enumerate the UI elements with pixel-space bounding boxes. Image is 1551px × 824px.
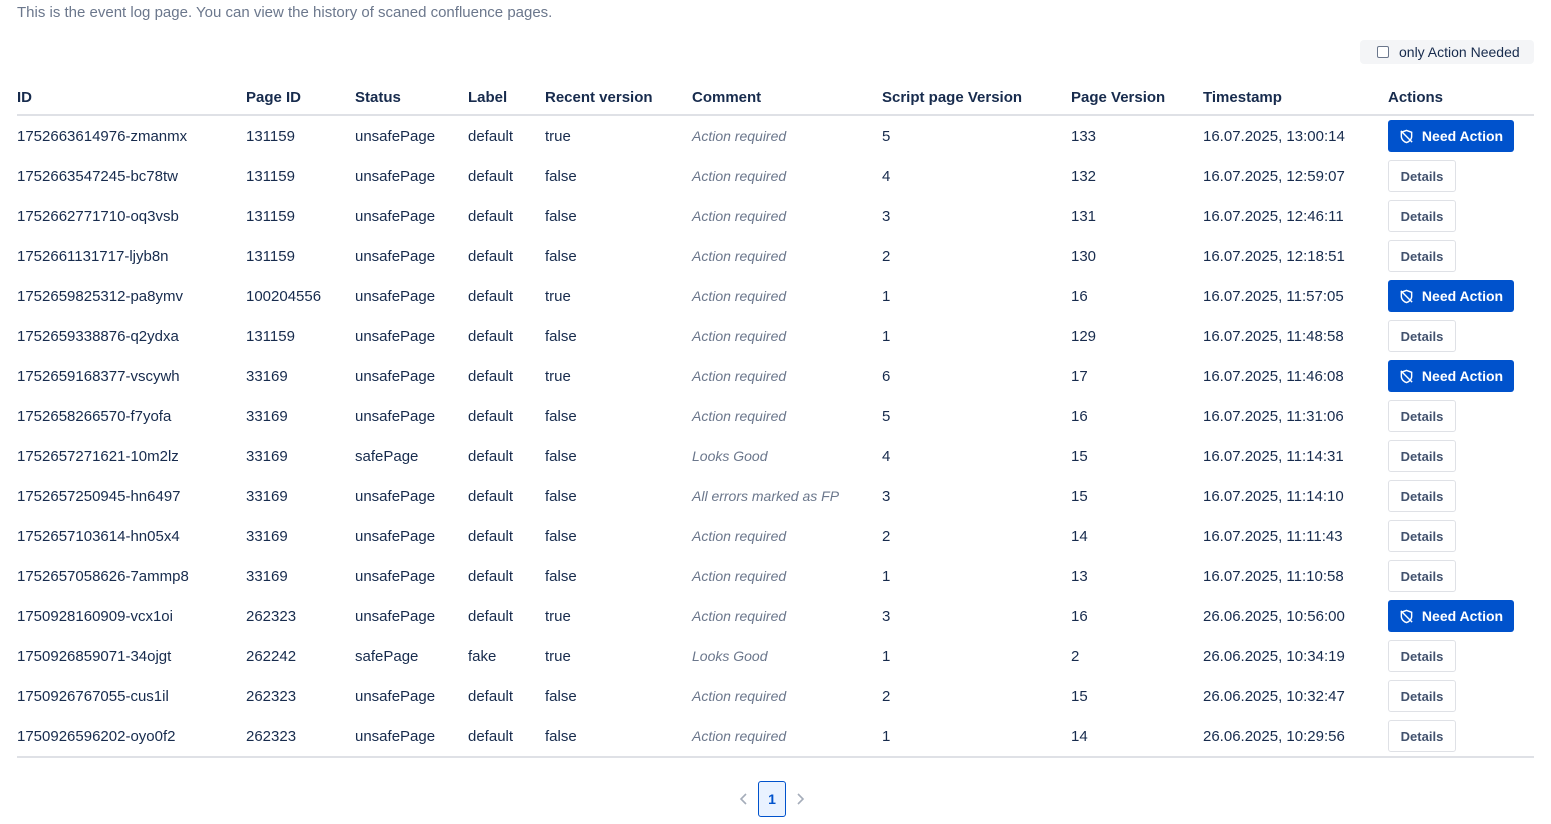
cell-page-id: 131159 [246,127,295,145]
cell-page-id: 33169 [246,527,288,545]
column-header-page-version[interactable]: Page Version [1071,80,1203,115]
page-description: This is the event log page. You can view the history of scaned confluence pages. [17,4,553,21]
cell-status: unsafePage [355,327,436,345]
table-row [17,356,1534,396]
cell-id: 1750926859071-34ojgt [17,647,172,665]
cell-script-page-version: 5 [882,407,891,425]
need-action-button[interactable] [1388,360,1514,392]
cell-comment: Action required [692,368,787,384]
chevron-left-icon[interactable] [734,781,754,817]
details-button[interactable]: Details [1388,160,1456,192]
cell-comment: Action required [692,168,787,184]
cell-comment: Action required [692,328,787,344]
cell-page-version: 17 [1071,367,1088,385]
details-button[interactable]: Details [1388,400,1456,432]
cell-page-id: 33169 [246,567,288,585]
cell-script-page-version: 3 [882,207,891,225]
cell-comment: Action required [692,408,787,424]
cell-page-version: 15 [1071,447,1088,465]
cell-recent-version: false [545,527,577,545]
cell-comment: Action required [692,248,787,264]
cell-page-id: 33169 [246,447,288,465]
cell-label: default [468,367,514,385]
cell-comment: Action required [692,716,882,757]
cell-script-page-version: 1 [882,567,891,585]
cell-recent-version: true [545,127,571,145]
cell-page-id: 262323 [246,687,297,705]
details-button[interactable]: Details [1388,200,1456,232]
cell-actions [1388,556,1534,596]
need-action-label: Need Action [1421,128,1504,144]
cell-page-version: 15 [1071,687,1088,705]
cell-comment: All errors marked as FP [692,488,840,504]
cell-status: unsafePage [355,716,468,757]
cell-actions [1388,115,1534,156]
cell-script-page-version: 1 [882,716,1071,757]
shield-off-icon [1399,369,1414,384]
cell-label: default [468,327,514,345]
cell-page-id: 262323 [246,716,355,757]
cell-page-id: 33169 [246,407,288,425]
need-action-label: Need Action [1421,368,1504,384]
cell-page-id: 262242 [246,647,297,665]
cell-recent-version: false [545,167,577,185]
cell-script-page-version: 1 [882,647,891,665]
cell-page-version: 133 [1071,127,1097,145]
cell-comment: Action required [692,568,787,584]
table-row [17,236,1534,276]
cell-label: default [468,567,514,585]
cell-timestamp: 16.07.2025, 11:57:05 [1203,287,1344,305]
cell-id: 1752659825312-pa8ymv [17,287,183,305]
column-header-id[interactable]: ID [17,80,246,115]
shield-off-icon [1399,609,1414,624]
cell-timestamp: 16.07.2025, 11:48:58 [1203,327,1344,345]
cell-recent-version: false [545,247,577,265]
cell-actions [1388,636,1534,676]
need-action-label: Need Action [1421,608,1504,624]
cell-page-version: 132 [1071,167,1097,185]
cell-id: 1752659168377-vscywh [17,367,180,385]
cell-status: unsafePage [355,407,436,425]
cell-comment: Action required [692,608,787,624]
cell-id: 1752663547245-bc78tw [17,167,178,185]
cell-script-page-version: 1 [882,287,891,305]
cell-actions [1388,156,1534,196]
table-row [17,196,1534,236]
cell-id: 1752663614976-zmanmx [17,127,188,145]
cell-label: default [468,167,514,185]
only-action-needed-filter[interactable] [1360,40,1534,64]
cell-timestamp: 26.06.2025, 10:29:56 [1203,716,1388,757]
cell-timestamp: 16.07.2025, 11:11:43 [1203,527,1343,545]
cell-script-page-version: 1 [882,327,891,345]
cell-page-id: 33169 [246,367,288,385]
table-row [17,396,1534,436]
cell-script-page-version: 4 [882,167,891,185]
cell-recent-version: true [545,607,571,625]
cell-actions [1388,516,1534,556]
cell-timestamp: 16.07.2025, 11:46:08 [1203,367,1344,385]
details-button[interactable]: Details [1388,720,1456,752]
column-header-script-page-version[interactable]: Script page Version [882,80,1071,115]
cell-page-id: 262323 [246,607,297,625]
cell-timestamp: 16.07.2025, 12:59:07 [1203,167,1345,185]
shield-off-icon [1399,129,1414,144]
need-action-button[interactable] [1388,120,1514,152]
cell-recent-version: false [545,687,577,705]
cell-page-version: 129 [1071,327,1097,345]
cell-actions [1388,596,1534,636]
cell-comment: Looks Good [692,648,768,664]
cell-comment: Action required [692,688,787,704]
cell-actions [1388,356,1534,396]
only-action-needed-checkbox[interactable] [1377,46,1389,58]
cell-page-version: 13 [1071,567,1088,585]
cell-page-version: 14 [1071,527,1088,545]
cell-recent-version: false [545,327,577,345]
cell-script-page-version: 3 [882,487,891,505]
cell-id: 1750926767055-cus1il [17,687,169,705]
shield-off-icon [1399,289,1414,304]
column-header-actions: Actions [1388,80,1534,115]
column-header-comment[interactable]: Comment [692,80,882,115]
cell-actions [1388,716,1534,757]
cell-actions [1388,396,1534,436]
cell-status: unsafePage [355,167,436,185]
column-header-label[interactable]: Label [468,80,545,115]
cell-page-version: 16 [1071,287,1088,305]
cell-script-page-version: 4 [882,447,891,465]
cell-timestamp: 26.06.2025, 10:34:19 [1203,647,1345,665]
cell-page-id: 100204556 [246,287,322,305]
table-row [17,276,1534,316]
cell-label: default [468,527,514,545]
cell-recent-version: false [545,716,692,757]
cell-status: unsafePage [355,687,436,705]
cell-timestamp: 16.07.2025, 11:14:31 [1203,447,1344,465]
table-row [17,636,1534,676]
cell-label: default [468,716,545,757]
table-row [17,316,1534,356]
cell-page-version: 16 [1071,407,1088,425]
cell-label: default [468,407,514,425]
cell-recent-version: false [545,407,577,425]
cell-timestamp: 26.06.2025, 10:32:47 [1203,687,1345,705]
cell-actions [1388,196,1534,236]
cell-id: 1752658266570-f7yofa [17,407,172,425]
pagination [734,781,810,817]
table-row [17,516,1534,556]
table-row [17,476,1534,516]
cell-actions [1388,316,1534,356]
need-action-button[interactable] [1388,600,1514,632]
details-button[interactable]: Details [1388,680,1456,712]
table-header-row [17,80,1534,115]
cell-status: unsafePage [355,607,436,625]
cell-page-id: 33169 [246,487,288,505]
table-row [17,156,1534,196]
cell-page-version: 2 [1071,647,1080,665]
table-row [17,676,1534,716]
cell-script-page-version: 6 [882,367,891,385]
cell-label: default [468,127,514,145]
details-button[interactable]: Details [1388,480,1456,512]
cell-comment: Looks Good [692,448,768,464]
cell-page-id: 131159 [246,247,295,265]
cell-script-page-version: 2 [882,247,891,265]
cell-recent-version: false [545,207,577,225]
cell-label: default [468,487,514,505]
need-action-label: Need Action [1421,288,1504,304]
cell-recent-version: true [545,367,571,385]
cell-id: 1750928160909-vcx1oi [17,607,173,625]
cell-page-id: 131159 [246,207,295,225]
cell-recent-version: false [545,487,577,505]
cell-id: 1752662771710-oq3vsb [17,207,179,225]
cell-label: default [468,607,514,625]
cell-actions [1388,676,1534,716]
cell-label: default [468,207,514,225]
cell-timestamp: 16.07.2025, 12:18:51 [1203,247,1345,265]
only-action-needed-label: only Action Needed [1399,44,1520,60]
column-header-status[interactable]: Status [355,80,468,115]
table-row [17,556,1534,596]
cell-script-page-version: 3 [882,607,891,625]
cell-timestamp: 16.07.2025, 13:00:14 [1203,127,1345,145]
cell-id: 1750926596202-oyo0f2 [17,716,246,757]
column-header-page-id[interactable]: Page ID [246,80,355,115]
cell-timestamp: 16.07.2025, 11:14:10 [1203,487,1344,505]
cell-script-page-version: 2 [882,687,891,705]
cell-page-id: 131159 [246,327,295,345]
cell-id: 1752657058626-7ammp8 [17,567,189,585]
cell-recent-version: true [545,647,571,665]
cell-status: unsafePage [355,567,436,585]
cell-id: 1752661131717-ljyb8n [17,247,169,265]
cell-status: unsafePage [355,487,436,505]
cell-label: fake [468,647,497,665]
page-number-button[interactable]: 1 [758,781,786,817]
cell-comment: Action required [692,288,787,304]
cell-page-version: 130 [1071,247,1097,265]
cell-id: 1752657250945-hn6497 [17,487,181,505]
details-button[interactable]: Details [1388,640,1456,672]
cell-status: unsafePage [355,207,436,225]
details-button[interactable]: Details [1388,560,1456,592]
cell-comment: Action required [692,128,787,144]
cell-page-version: 14 [1071,716,1203,757]
cell-status: unsafePage [355,247,436,265]
cell-label: default [468,687,514,705]
details-button[interactable]: Details [1388,320,1456,352]
cell-label: default [468,287,514,305]
table-row [17,115,1534,156]
cell-actions [1388,436,1534,476]
details-button[interactable]: Details [1388,240,1456,272]
cell-timestamp: 26.06.2025, 10:56:00 [1203,607,1345,625]
need-action-button[interactable] [1388,280,1514,312]
cell-actions [1388,476,1534,516]
cell-id: 1752657103614-hn05x4 [17,527,180,545]
column-header-recent-version[interactable]: Recent version [545,80,692,115]
cell-script-page-version: 5 [882,127,891,145]
table-row [17,716,1534,757]
chevron-right-icon[interactable] [790,781,810,817]
details-button[interactable]: Details [1388,440,1456,472]
cell-page-version: 15 [1071,487,1088,505]
column-header-timestamp[interactable]: Timestamp [1203,80,1388,115]
cell-timestamp: 16.07.2025, 12:46:11 [1203,207,1344,225]
cell-status: unsafePage [355,367,436,385]
cell-recent-version: false [545,447,577,465]
cell-status: unsafePage [355,527,436,545]
table-row [17,436,1534,476]
cell-status: unsafePage [355,127,436,145]
cell-status: safePage [355,647,419,665]
cell-comment: Action required [692,208,787,224]
cell-recent-version: false [545,567,577,585]
cell-script-page-version: 2 [882,527,891,545]
cell-timestamp: 16.07.2025, 11:31:06 [1203,407,1344,425]
table-row [17,596,1534,636]
cell-status: safePage [355,447,419,465]
event-log-table [17,80,1534,758]
details-button[interactable]: Details [1388,520,1456,552]
cell-recent-version: true [545,287,571,305]
cell-page-version: 131 [1071,207,1097,225]
cell-actions [1388,236,1534,276]
cell-id: 1752659338876-q2ydxa [17,327,179,345]
cell-comment: Action required [692,528,787,544]
cell-actions [1388,276,1534,316]
cell-label: default [468,247,514,265]
cell-page-id: 131159 [246,167,295,185]
cell-label: default [468,447,514,465]
cell-status: unsafePage [355,287,436,305]
cell-id: 1752657271621-10m2lz [17,447,179,465]
cell-page-version: 16 [1071,607,1088,625]
cell-timestamp: 16.07.2025, 11:10:58 [1203,567,1344,585]
